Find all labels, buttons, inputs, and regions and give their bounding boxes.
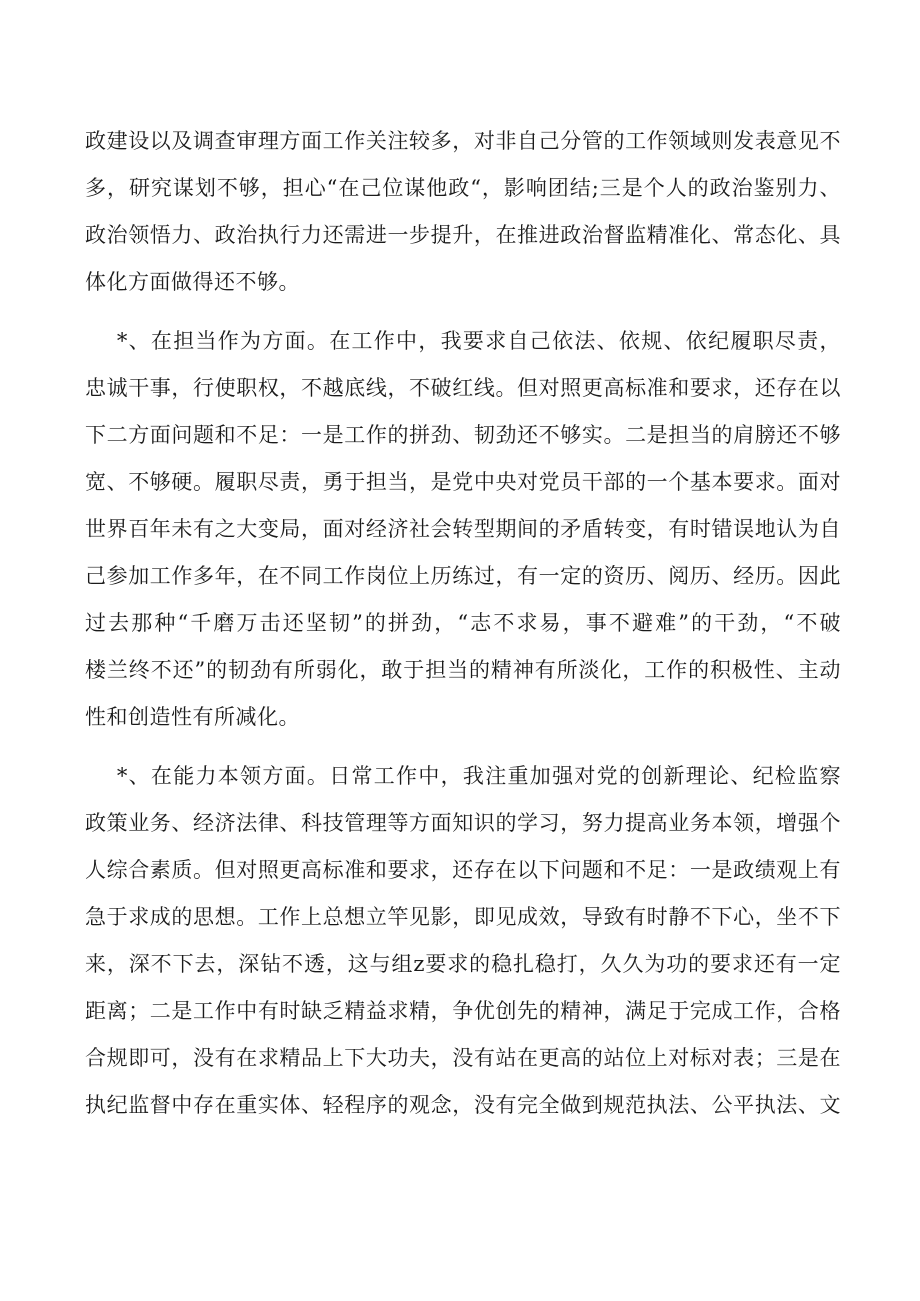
text-line: 世界百年未有之大变局，面对经济社会转型期间的矛盾转变，有时错误地认为自 [85,517,841,541]
text-line: 执纪监督中存在重实体、轻程序的观念，没有完全做到规范执法、公平执法、文 [85,1093,841,1117]
text-line: 政策业务、经济法律、科技管理等方面知识的学习，努力提高业务本领，增强个 [85,811,841,835]
text-line: 宽、不够硬。履职尽责，勇于担当，是党中央对党员干部的一个基本要求。面对 [85,470,841,494]
paragraph-spacer [85,306,841,318]
text-line: 体化方面做得还不够。 [85,270,300,294]
text-line: 楼兰终不还”的韧劲有所弱化，敢于担当的精神有所淡化，工作的积极性、主动 [85,658,841,682]
text-line: 政治领悟力、政治执行力还需进一步提升，在推进政治督监精准化、常态化、具 [85,223,841,247]
text-line: 急于求成的思想。工作上总想立竿见影，即见成效，导致有时静不下心，坐不下 [85,905,841,929]
text-line: 人综合素质。但对照更高标准和要求，还存在以下问题和不足：一是政绩观上有 [85,858,841,882]
text-line: 下二方面问题和不足：一是工作的拼劲、韧劲还不够实。二是担当的肩膀还不够 [85,423,841,447]
paragraph-1 [85,118,841,306]
text-line: 来，深不下去，深钻不透，这与组z要求的稳扎稳打，久久为功的要求还有一定 [85,952,841,976]
paragraph-3 [85,753,841,1129]
text-line: *、在担当作为方面。在工作中，我要求自己依法、依规、依纪履职尽责， [85,329,841,353]
body-text [85,118,841,1129]
text-line: 忠诚干事，行使职权，不越底线，不破红线。但对照更高标准和要求，还存在以 [85,376,841,400]
text-line: 己参加工作多年，在不同工作岗位上历练过，有一定的资历、阅历、经历。因此 [85,564,841,588]
paragraph-spacer [85,741,841,753]
text-line: 政建设以及调查审理方面工作关注较多，对非自己分管的工作领域则发表意见不 [85,129,841,153]
text-line: 过去那种“千磨万击还坚韧”的拼劲，“志不求易，事不避难”的干劲，“不破 [85,611,841,635]
text-line: *、在能力本领方面。日常工作中，我注重加强对党的创新理论、纪检监察 [85,764,841,788]
text-line: 多，研究谋划不够，担心“在己位谋他政“，影响团结;三是个人的政治鉴别力、 [85,176,841,200]
text-line: 性和创造性有所减化。 [85,705,300,729]
paragraph-2 [85,318,841,741]
text-line: 合规即可，没有在求精品上下大功夫，没有站在更高的站位上对标对表；三是在 [85,1046,841,1070]
text-line: 距离；二是工作中有时缺乏精益求精，争优创先的精神，满足于完成工作，合格 [85,999,841,1023]
